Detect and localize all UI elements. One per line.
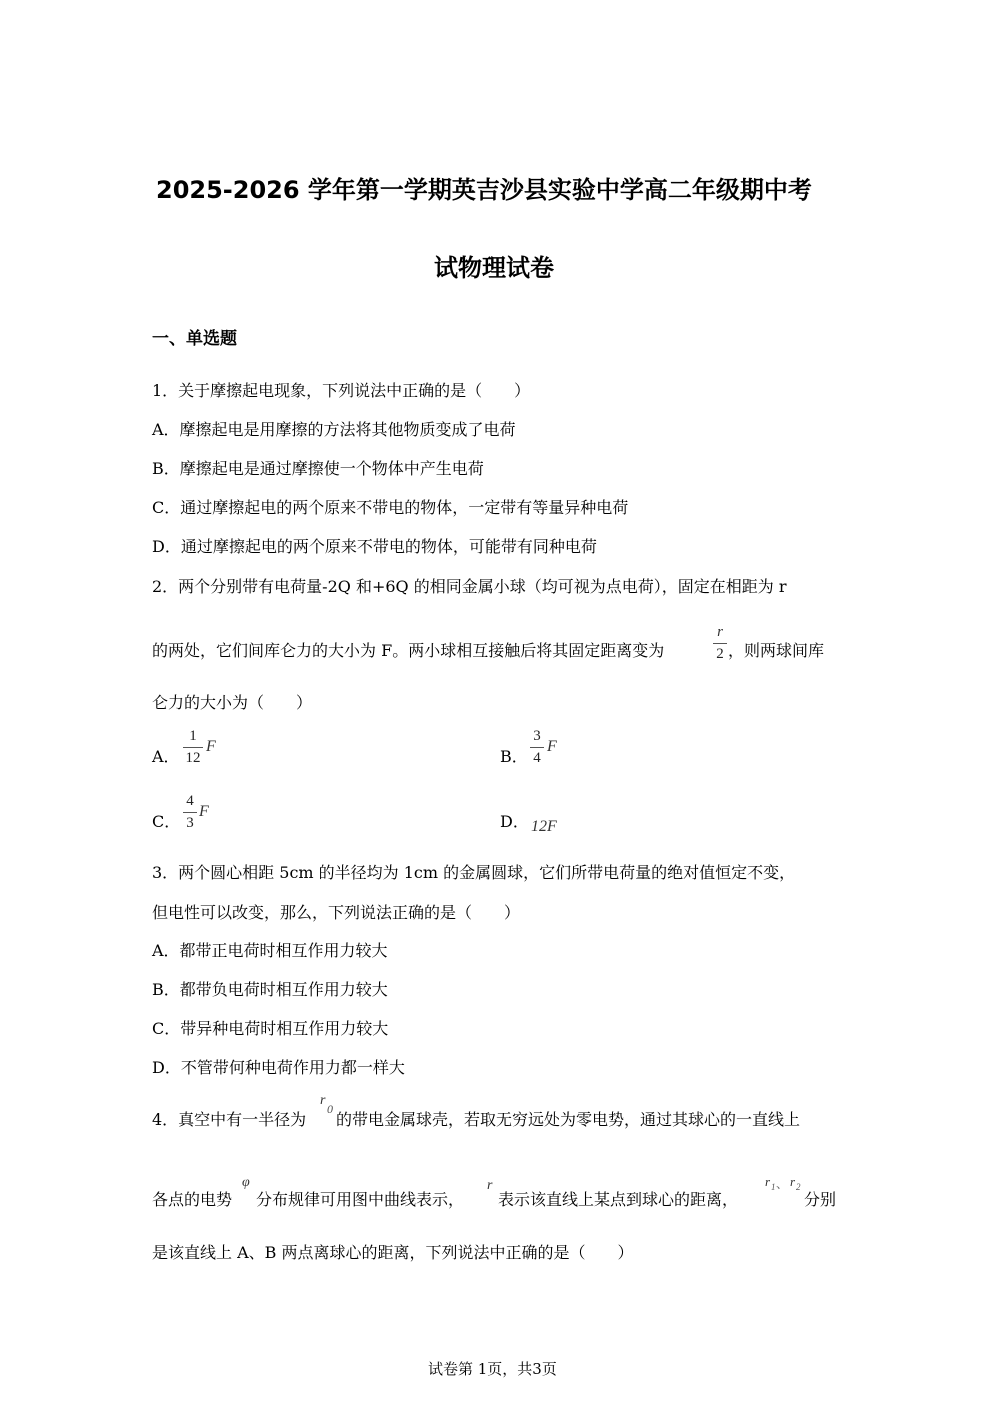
q4-symbol-r1-subscript: 1 [771, 1182, 776, 1192]
q2-option-b-numerator: 3 [533, 728, 541, 744]
q3-option-d: D．不管带何种电荷作用力都一样大 [152, 1058, 405, 1077]
q4-stem-line1-pre: 4．真空中有一半径为 [152, 1110, 307, 1129]
q4-symbol-separator: 、 [776, 1177, 789, 1191]
fraction-bar [183, 812, 197, 813]
q4-stem-line2-a: 各点的电势 [152, 1190, 233, 1209]
q2-option-c-denominator: 3 [186, 815, 194, 831]
q2-option-a-numerator: 1 [189, 728, 197, 744]
q1-option-d: D．通过摩擦起电的两个原来不带电的物体，可能带有同种电荷 [152, 537, 597, 556]
page-footer: 试卷第 1页，共3页 [428, 1360, 557, 1378]
q2-stem-line2-pre: 的两处，它们间库仑力的大小为 F。两小球相互接触后将其固定距离变为 [152, 641, 665, 660]
q2-option-c-fraction [183, 793, 197, 832]
fraction-bar [530, 747, 544, 748]
q2-option-a-denominator: 12 [185, 750, 201, 766]
fraction-bar [713, 643, 727, 644]
q1-stem: 1．关于摩擦起电现象，下列说法中正确的是（ ） [152, 381, 531, 400]
q2-option-c-label: C． [152, 812, 181, 831]
q2-option-b-denominator: 4 [533, 750, 541, 766]
q2-option-d-label: D． [500, 812, 529, 831]
q4-stem-line3: 是该直线上 A、B 两点离球心的距离，下列说法中正确的是（ ） [152, 1243, 634, 1262]
q2-option-b-variable: F [547, 738, 557, 755]
q1-option-c: C．通过摩擦起电的两个原来不带电的物体，一定带有等量异种电荷 [152, 498, 629, 517]
section-heading-single-choice: 一、单选题 [152, 329, 237, 349]
q4-symbol-r1: r [765, 1174, 771, 1189]
q2-option-d-value: 12F [531, 818, 557, 835]
q4-symbol-r0-subscript: 0 [327, 1102, 333, 1116]
q3-stem-line1: 3．两个圆心相距 5cm 的半径均为 1cm 的金属圆球，它们所带电荷量的绝对值恒定不变， [152, 863, 796, 882]
q4-symbol-r: r [487, 1178, 493, 1193]
q3-option-c: C．带异种电荷时相互作用力较大 [152, 1019, 389, 1038]
q2-option-b-fraction [530, 728, 544, 767]
q2-fraction-r-over-2 [713, 624, 727, 663]
q4-symbol-phi: φ [242, 1175, 250, 1190]
q2-fraction-denominator: 2 [716, 646, 724, 662]
q2-option-c-variable: F [199, 803, 209, 820]
page-title-line1: 2025-2026 学年第一学期英吉沙县实验中学高二年级期中考 [156, 176, 812, 204]
q1-option-a: A．摩擦起电是用摩擦的方法将其他物质变成了电荷 [152, 420, 516, 439]
q4-symbol-r0: r [320, 1093, 326, 1108]
q2-fraction-numerator: r [717, 624, 723, 640]
q4-stem-line2-b: 分布规律可用图中曲线表示， [256, 1190, 465, 1209]
q4-stem-line2-d: 分别 [804, 1190, 837, 1209]
q3-option-a: A．都带正电荷时相互作用力较大 [152, 941, 388, 960]
q2-option-a-label: A． [152, 747, 180, 766]
q2-option-a-variable: F [206, 738, 216, 755]
q4-stem-line2-c: 表示该直线上某点到球心的距离， [498, 1190, 739, 1209]
q2-stem-line1: 2．两个分别带有电荷量-2Q 和+6Q 的相同金属小球（均可视为点电荷），固定在相距为 r [152, 577, 787, 596]
fraction-bar [183, 747, 203, 748]
q3-option-b: B．都带负电荷时相互作用力较大 [152, 980, 388, 999]
q2-option-c-numerator: 4 [186, 793, 194, 809]
q2-stem-line2-post: ，则两球间库 [728, 641, 825, 660]
q4-symbol-r2: r [790, 1174, 796, 1189]
q2-option-b-label: B． [500, 747, 528, 766]
page-title-line2: 试物理试卷 [434, 254, 554, 282]
q4-symbol-r2-subscript: 2 [796, 1182, 801, 1192]
q2-option-a-fraction [183, 728, 203, 767]
q2-stem-line3: 仑力的大小为（ ） [152, 693, 313, 712]
q4-stem-line1-post: 的带电金属球壳，若取无穷远处为零电势，通过其球心的一直线上 [336, 1110, 801, 1129]
q1-option-b: B．摩擦起电是通过摩擦使一个物体中产生电荷 [152, 459, 484, 478]
q3-stem-line2: 但电性可以改变，那么，下列说法正确的是（ ） [152, 903, 521, 922]
